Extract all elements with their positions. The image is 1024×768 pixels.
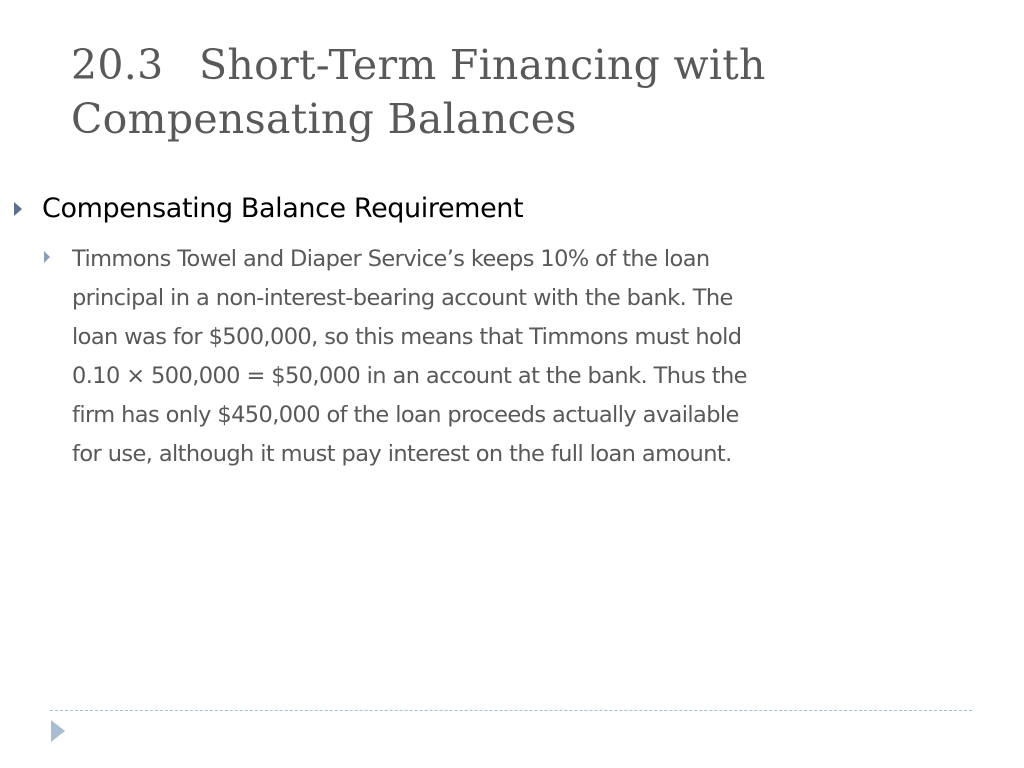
title-line-1-text: Short-Term Financing with [199,41,766,89]
sub-bullet-line: firm has only $450,000 of the loan proceeds actually available [72,402,739,428]
sub-bullet-text [72,240,942,474]
sub-bullet-line: principal in a non-interest-bearing account with the bank. The [72,285,733,311]
title-line-2: Compensating Balances [71,95,577,143]
section-number: 20.3 [71,41,164,89]
triangle-right-icon [44,251,50,263]
footer-divider [50,710,972,711]
sub-bullet-line: loan was for $500,000, so this means that Timmons must hold [72,324,742,350]
slide-title [71,38,971,146]
triangle-right-icon [51,720,65,742]
bullet-label: Compensating Balance Requirement [42,193,524,224]
title-line-1 [71,38,971,92]
sub-bullet-line: 0.10 × 500,000 = $50,000 in an account at the bank. Thus the [72,363,747,389]
triangle-right-icon [14,202,22,216]
sub-bullet-line: Timmons Towel and Diaper Service’s keeps 10% of the loan [72,246,710,272]
sub-bullet-line: for use, although it must pay interest on the full loan amount. [72,441,732,467]
